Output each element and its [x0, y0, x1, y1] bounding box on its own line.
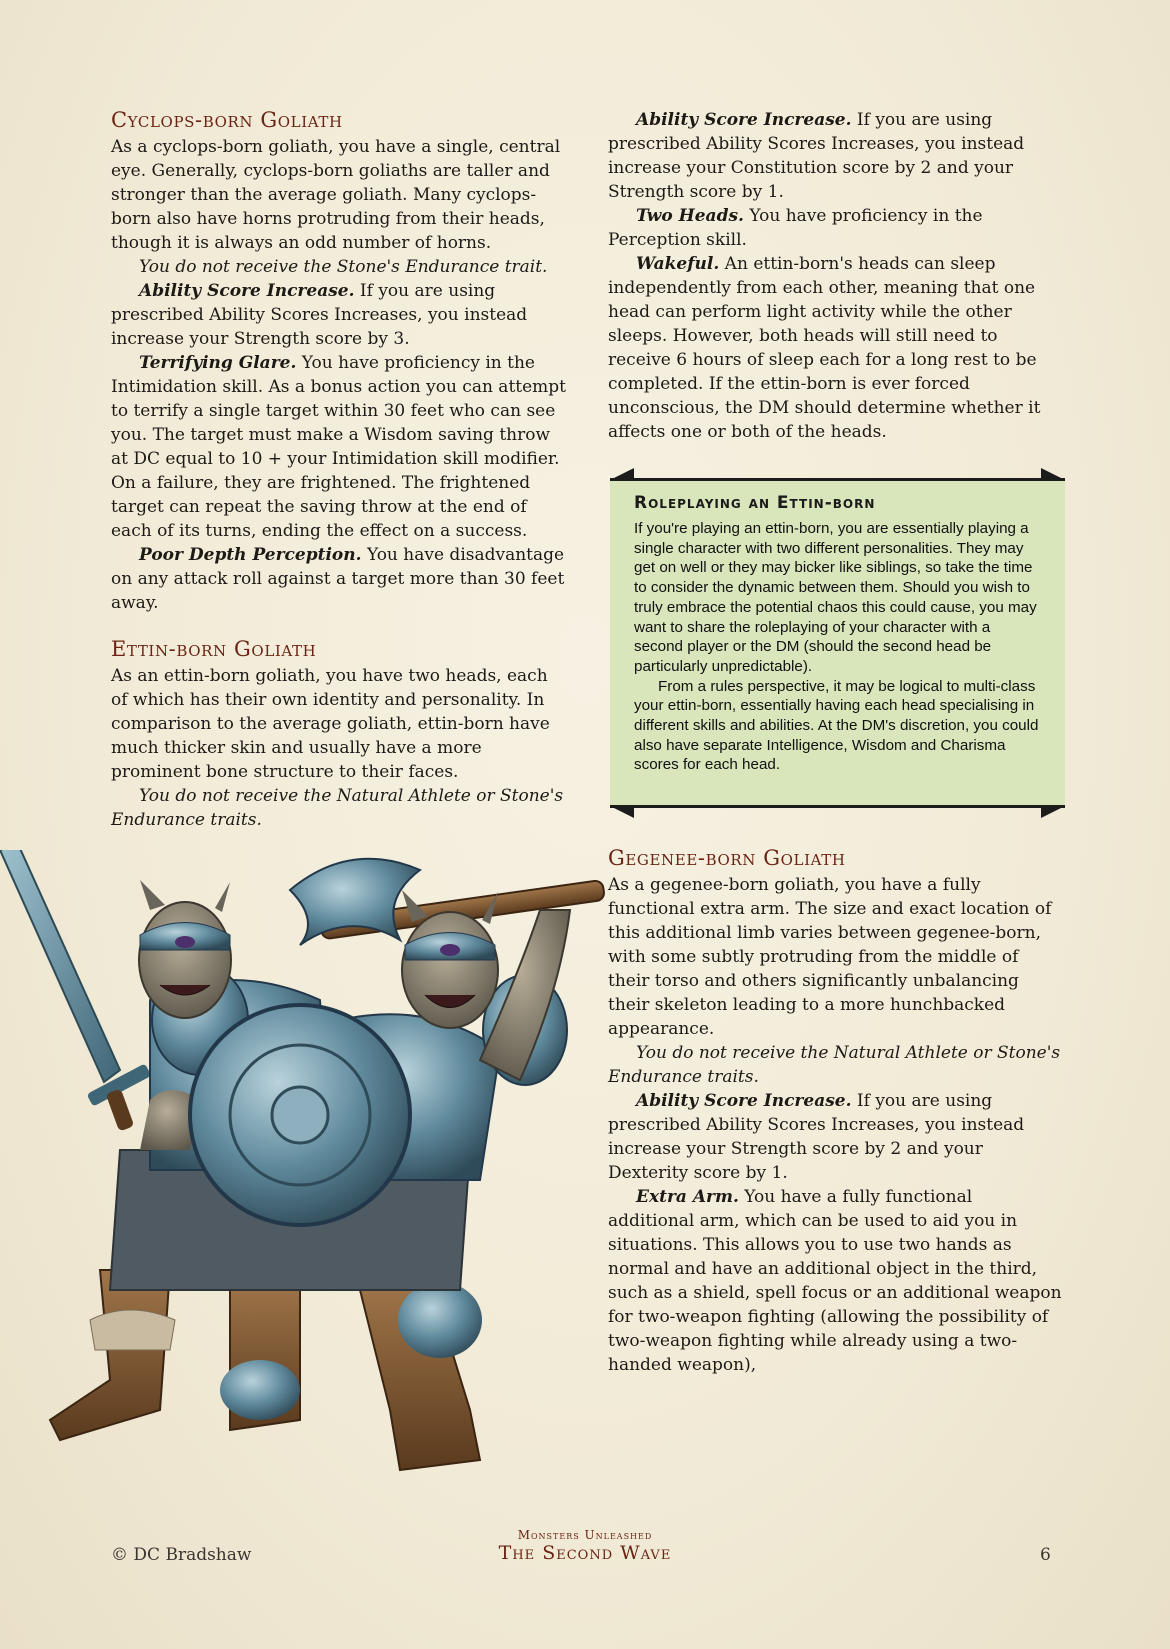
gegenee-intro: As a gegenee-born goliath, you have a fully functional extra arm. The size and exact location of this additional limb varies between gegenee-born, with some subtly protruding from the middle of their torso and others significantly unbalancing their skeleton leading to a more hunchbacked appearance.: [608, 875, 1052, 1040]
extra-arm-label: Extra Arm.: [636, 1187, 739, 1208]
sidebar-bottom-rule: [610, 805, 1065, 808]
ettin-asi: [608, 108, 1063, 204]
page-number: 6: [1040, 1545, 1051, 1565]
two-heads-label: Two Heads.: [636, 206, 744, 226]
extra-arm-text: You have a fully functional additional arm, which can be used to aid you in situations. This allows you to use two hands as normal and have an additional object in the third, such as a shield, spell focus or an additional weapon for two-weapon fighting (allowing the possibility of two-weapon fighting while already using a two-handed weapon),: [608, 1187, 1062, 1376]
poor-depth-perception-label: Poor Depth Perception.: [139, 545, 362, 566]
ettin-illustration: [0, 850, 610, 1500]
gegenee-heading: Gegenee-born Goliath: [608, 846, 846, 870]
sword: [0, 850, 151, 1132]
extra-arm: [608, 1185, 1063, 1377]
cyclops-intro: As a cyclops-born goliath, you have a single, central eye. Generally, cyclops-born goliaths are taller and stronger than the average goliath. Many cyclops-born also have horns protruding from their heads, though it is always an odd number of horns.: [111, 137, 561, 254]
ettin-trait-note: You do not receive the Natural Athlete or Stone's Endurance traits.: [111, 786, 564, 831]
terrifying-glare-label: Terrifying Glare.: [139, 353, 297, 374]
cyclops-heading: Cyclops-born Goliath: [111, 108, 343, 132]
gegenee-asi: [608, 1089, 1063, 1185]
sidebar-paragraph-1: If you're playing an ettin-born, you are essentially playing a single character with two different personalities. They may get on well or they may bicker like siblings, so take the time to consider the dynamic between them. Should you wish to truly embrace the potential chaos this could cause, you may want to share the roleplaying of your character with a second player or the DM (should the second head be particularly unpredictable).: [634, 520, 1037, 675]
terrifying-glare: [111, 351, 566, 543]
footer-book-subtitle: The Second Wave: [498, 1542, 672, 1564]
sidebar-paragraph-2: From a rules perspective, it may be logical to multi-class your ettin-born, essentially having each head specialising in different skills and abilities. At the DM's discretion, you could also have separate Intelligence, Wisdom and Charisma scores for each head.: [634, 677, 1039, 774]
cyclops-asi-label: Ability Score Increase.: [139, 281, 355, 302]
wakeful-label: Wakeful.: [636, 254, 720, 274]
wakeful-text: An ettin-born's heads can sleep independently from each other, meaning that one head can perform light activity while the other sleeps. However, both heads will still need to receive 6 hours of sleep each for a long rest to be completed. If the ettin-born is ever forced unconscious, the DM should determine whether it affects one or both of the heads.: [608, 254, 1041, 442]
wakeful: [608, 252, 1063, 444]
cyclops-trait-note: You do not receive the Stone's Endurance trait.: [139, 257, 548, 278]
shield: [190, 1005, 410, 1225]
legs: [50, 1270, 482, 1470]
cyclops-asi: [111, 279, 566, 351]
footer-copyright: © DC Bradshaw: [111, 1545, 252, 1565]
right-column-top: [608, 108, 1063, 444]
ettin-asi-label: Ability Score Increase.: [636, 110, 852, 130]
footer-book-title: [450, 1528, 720, 1564]
left-column: [111, 108, 566, 832]
footer-book-series: Monsters Unleashed: [517, 1528, 653, 1542]
terrifying-glare-text: You have proficiency in the Intimidation skill. As a bonus action you can attempt to terrify a single target within 30 feet who can see you. The target must make a Wisdom saving throw at DC equal to 10 + your Intimidation skill modifier. On a failure, they are frightened. The frightened target can repeat the saving throw at the end of each of its turns, ending the effect on a success.: [111, 353, 566, 542]
gegenee-asi-text: If you are using prescribed Ability Scores Increases, you instead increase your Strength score by 2 and your Dexterity score by 1.: [608, 1091, 1025, 1184]
cyclops-asi-text: If you are using prescribed Ability Scores Increases, you instead increase your Strength score by 3.: [111, 281, 528, 350]
two-heads: [608, 204, 1063, 252]
left-head: [139, 880, 231, 1018]
two-heads-text: You have proficiency in the Perception skill.: [608, 206, 983, 250]
poor-depth-perception: [111, 543, 566, 615]
roleplaying-sidebar: [610, 468, 1065, 808]
poor-depth-perception-text: You have disadvantage on any attack roll against a target more than 30 feet away.: [111, 545, 565, 614]
ettin-intro: As an ettin-born goliath, you have two heads, each of which has their own identity and personality. In comparison to the average goliath, ettin-born have much thicker skin and usually have a more prominent bone structure to their faces.: [111, 666, 550, 783]
sidebar-title: Roleplaying an Ettin-born: [634, 493, 876, 513]
ettin-asi-text: If you are using prescribed Ability Scores Increases, you instead increase your Constitution score by 2 and your Strength score by 1.: [608, 110, 1025, 202]
gegenee-asi-label: Ability Score Increase.: [636, 1091, 852, 1112]
ettin-heading: Ettin-born Goliath: [111, 637, 317, 662]
gegenee-trait-note: You do not receive the Natural Athlete or Stone's Endurance traits.: [608, 1043, 1061, 1088]
right-column-bottom: [608, 846, 1063, 1377]
sidebar-body: [610, 481, 1065, 805]
